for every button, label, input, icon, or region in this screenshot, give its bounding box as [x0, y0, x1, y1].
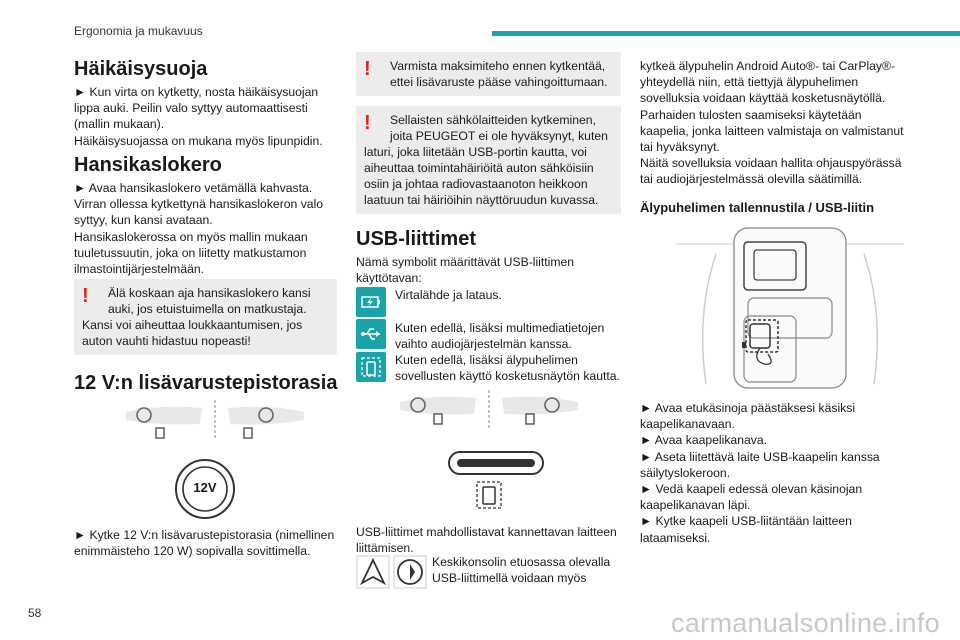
12v-socket-illustration	[174, 458, 236, 520]
usb-device-warning: ! Sellaisten sähkölaitteiden kytkeminen, joita PEUGEOT ei ole hyväksynyt, kuten laturi, joka liitetään USB-portin kautta, voi aiheuttaa toimintahäiriöitä auton sähköisiin osiin ja johtaa radiovastaanoton heikkoon laatuun tai häiriöihin näyttöruudun kuvassa.	[356, 106, 621, 214]
usb-after-text: USB-liittimet mahdollistavat kannettavan laitteen liittämisen.	[356, 525, 617, 556]
glovebox-text: ► Avaa hansikaslokero vetämällä kahvasta. Virran ollessa kytkettynä hansikaslokeron valo syttyy, kun kansi avataan. Hansikaslokerossa on myös mallin mukaan tuuletussuutin, joka on liitetty matkustamon ilmastointijärjestelmään.	[74, 181, 324, 277]
usb-icon	[356, 319, 386, 349]
power-warning: ! Varmista maksimiteho ennen kytkentää, ettei lisävaruste pääse vahingoittumaan.	[356, 52, 621, 96]
usb-port-illustration	[447, 450, 545, 514]
warning-icon: !	[82, 285, 89, 307]
socket-text: ► Kytke 12 V:n lisävarustepistorasia (nimellinen enimmäisteho 120 W) sopivalla sovittimella.	[74, 528, 335, 559]
watermark: carmanualsonline.info	[671, 608, 940, 638]
warning-icon: !	[364, 58, 371, 80]
usb-intro: Nämä symbolit määrittävät USB-liittimen käyttötavan:	[356, 255, 575, 286]
glovebox-warning: ! Älä koskaan aja hansikaslokero kansi auki, jos etuistuimella on matkustaja. Kansi voi aiheuttaa loukkaantumisen, jos auton vauhti hidastuu nopeasti!	[74, 279, 337, 355]
storage-title: Älypuhelimen tallennustila / USB-liitin	[640, 200, 875, 215]
symbol-multimedia-text: Kuten edellä, lisäksi multimediatietojen vaihto audiojärjestelmän kanssa.	[395, 321, 605, 352]
warning-icon: !	[364, 112, 371, 134]
socket-label: 12V	[193, 480, 217, 495]
symbol-smartphone-text: Kuten edellä, lisäksi älypuhelimen sovellusten käyttö kosketusnäytön kautta.	[395, 353, 620, 384]
socket-location-illustration	[120, 398, 310, 446]
header-accent-bar	[492, 31, 960, 36]
usb-cont-text: Keskikonsolin etuosassa olevalla USB-liittimellä voidaan myös	[432, 555, 611, 586]
glovebox-title: Hansikaslokero	[74, 154, 222, 176]
glare-title: Häikäisysuoja	[74, 58, 208, 80]
charging-icon	[356, 287, 386, 317]
carplay-text: kytkeä älypuhelin Android Auto®- tai CarPlay®- yhteydellä niin, että tiettyjä älypuhelimen sovelluksia voidaan käyttää kosketusnäytöllä. Parhaiden tulosten saamiseksi käytetään kaapelia, jonka laitteen valmistaja on valmistanut tai hyväksynyt. Näitä sovelluksia voidaan hallita ohjauspyörässä tai audiojärjestelmässä olevilla säätimillä.	[640, 59, 904, 187]
socket-title: 12 V:n lisävarustepistorasia	[74, 372, 338, 394]
glare-text: ► Kun virta on kytketty, nosta häikäisysuojan lippa auki. Peilin valo syttyy automaattisesti (mallin mukaan). Häikäisysuojassa on mukana myös lipunpidin.	[74, 85, 323, 148]
header-section-title: Ergonomia ja mukavuus	[74, 24, 203, 38]
carplay-icon	[393, 555, 427, 589]
symbol-power-text: Virtalähde ja lataus.	[395, 288, 502, 302]
page-number: 58	[28, 606, 42, 620]
usb-title: USB-liittimet	[356, 228, 476, 250]
storage-console-illustration	[676, 224, 904, 394]
storage-steps: ► Avaa etukäsinoja päästäksesi käsiksi kaapelikanavaan. ► Avaa kaapelikanava. ► Aseta liitettävä laite USB-kaapelin kanssa säilytyslokeroon. ► Vedä kaapeli edessä olevan käsinojan kaapelikanavan läpi. ► Kytke kaapeli USB-liitäntään laitteen lataamiseksi.	[640, 401, 880, 545]
android-auto-icon	[356, 555, 390, 589]
smartphone-screen-icon	[356, 352, 386, 382]
usb-location-illustration	[394, 388, 584, 436]
